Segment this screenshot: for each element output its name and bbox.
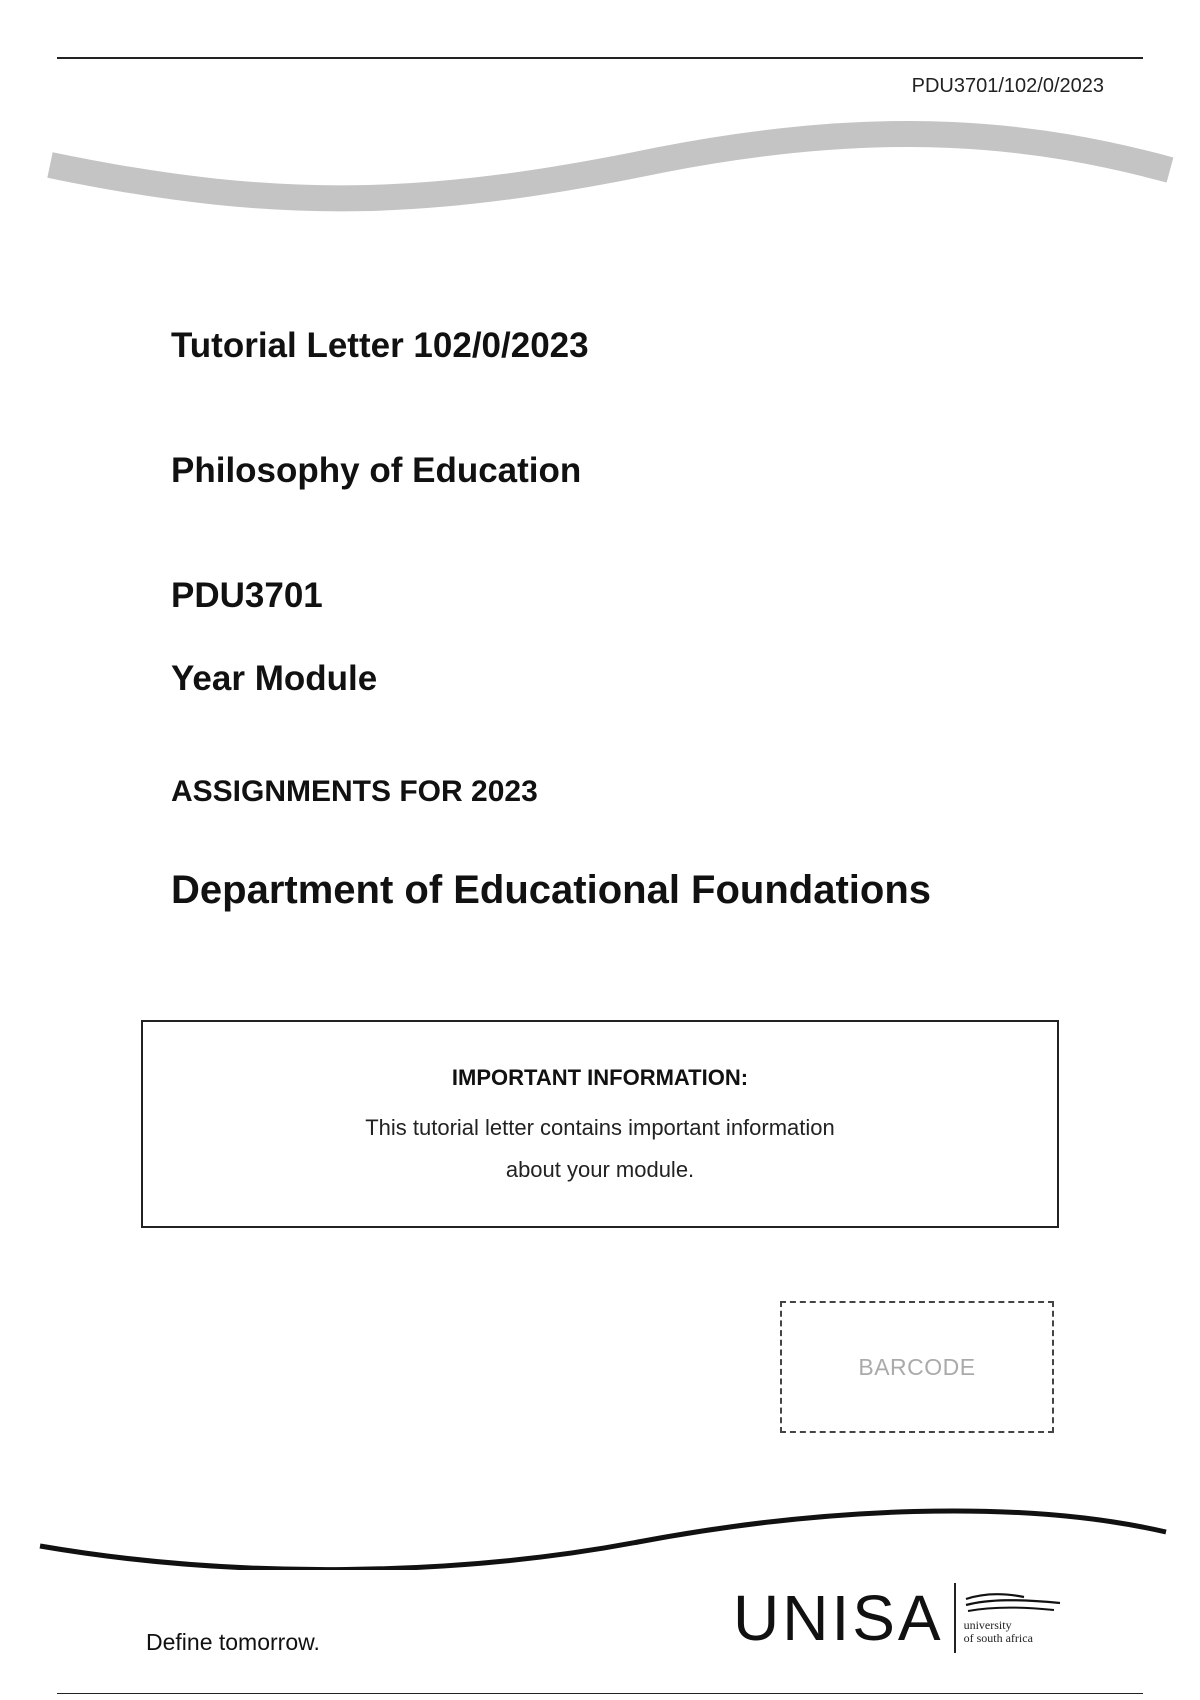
logo-subtext-line-2: of south africa — [963, 1631, 1033, 1645]
logo-separator — [954, 1583, 956, 1653]
module-code: PDU3701 — [171, 576, 323, 615]
barcode-placeholder — [780, 1301, 1054, 1433]
important-information-box — [141, 1020, 1059, 1228]
logo-flame-icon — [964, 1591, 1064, 1619]
top-rule — [57, 57, 1143, 59]
logo-wordmark: UNISA — [733, 1582, 944, 1654]
module-name: Philosophy of Education — [171, 451, 582, 490]
department-name: Department of Educational Foundations — [171, 868, 932, 912]
important-information-line-2: about your module. — [505, 1157, 695, 1182]
module-period: Year Module — [171, 659, 378, 698]
decorative-wave-bottom — [38, 1490, 1168, 1570]
tagline: Define tomorrow. — [146, 1629, 320, 1655]
bottom-rule — [57, 1693, 1143, 1694]
unisa-logo — [733, 1583, 1064, 1653]
document-code: PDU3701/102/0/2023 — [911, 75, 1104, 97]
decorative-wave-top — [40, 115, 1180, 245]
important-information-title: IMPORTANT INFORMATION: — [451, 1065, 749, 1090]
barcode-label: BARCODE — [858, 1353, 976, 1380]
logo-subtext-line-1: university — [963, 1618, 1012, 1632]
assignments-heading: ASSIGNMENTS FOR 2023 — [171, 775, 538, 808]
logo-emblem — [964, 1591, 1064, 1645]
tutorial-letter-number: Tutorial Letter 102/0/2023 — [171, 326, 589, 365]
important-information-line-1: This tutorial letter contains important information — [365, 1115, 835, 1140]
